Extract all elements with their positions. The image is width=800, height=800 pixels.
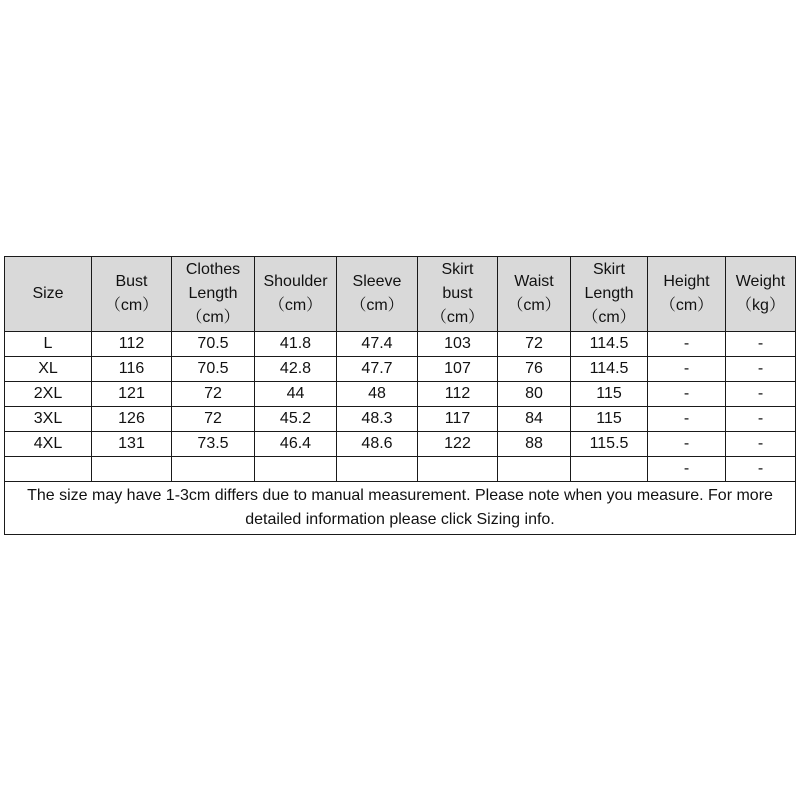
value-cell: 131 bbox=[92, 432, 172, 457]
value-cell: 112 bbox=[92, 332, 172, 357]
column-header-line: （cm） bbox=[350, 297, 404, 314]
value-cell: 48.6 bbox=[337, 432, 418, 457]
value-cell bbox=[255, 457, 337, 482]
column-header-line: Weight bbox=[735, 273, 786, 290]
value-cell: - bbox=[726, 407, 796, 432]
value-cell: - bbox=[648, 432, 726, 457]
size-cell: 3XL bbox=[5, 407, 92, 432]
column-header bbox=[726, 257, 796, 332]
value-cell: 73.5 bbox=[172, 432, 255, 457]
value-cell: 122 bbox=[418, 432, 498, 457]
column-header-line: Skirt bbox=[593, 261, 625, 278]
value-cell bbox=[418, 457, 498, 482]
value-cell: 88 bbox=[498, 432, 571, 457]
value-cell: 112 bbox=[418, 382, 498, 407]
value-cell: 80 bbox=[498, 382, 571, 407]
table-row bbox=[5, 332, 796, 357]
value-cell: 107 bbox=[418, 357, 498, 382]
column-header-line: （kg） bbox=[736, 297, 785, 314]
value-cell: 72 bbox=[498, 332, 571, 357]
size-cell: L bbox=[5, 332, 92, 357]
value-cell: 70.5 bbox=[172, 332, 255, 357]
value-cell: 46.4 bbox=[255, 432, 337, 457]
size-chart-table bbox=[4, 256, 796, 535]
header-row bbox=[5, 257, 796, 332]
value-cell: 116 bbox=[92, 357, 172, 382]
size-cell: 4XL bbox=[5, 432, 92, 457]
column-header-line: （cm） bbox=[582, 309, 636, 326]
table-row bbox=[5, 357, 796, 382]
column-header-line: Clothes bbox=[185, 261, 241, 278]
value-cell: - bbox=[726, 457, 796, 482]
value-cell: 70.5 bbox=[172, 357, 255, 382]
size-cell: XL bbox=[5, 357, 92, 382]
value-cell: 72 bbox=[172, 382, 255, 407]
value-cell: 45.2 bbox=[255, 407, 337, 432]
value-cell: 126 bbox=[92, 407, 172, 432]
value-cell: - bbox=[648, 382, 726, 407]
value-cell: 114.5 bbox=[571, 332, 648, 357]
column-header bbox=[648, 257, 726, 332]
column-header-line: （cm） bbox=[507, 297, 561, 314]
column-header-line: Height bbox=[663, 273, 710, 290]
column-header-line: bust bbox=[442, 285, 473, 302]
value-cell: 48.3 bbox=[337, 407, 418, 432]
value-cell bbox=[92, 457, 172, 482]
column-header bbox=[571, 257, 648, 332]
value-cell bbox=[498, 457, 571, 482]
table-row bbox=[5, 407, 796, 432]
size-cell bbox=[5, 457, 92, 482]
column-header-line: （cm） bbox=[268, 297, 323, 314]
column-header-line: （cm） bbox=[659, 297, 714, 314]
value-cell: 76 bbox=[498, 357, 571, 382]
column-header-line: Sleeve bbox=[352, 273, 402, 290]
table-row bbox=[5, 432, 796, 457]
value-cell: 115.5 bbox=[571, 432, 648, 457]
table-row bbox=[5, 382, 796, 407]
column-header bbox=[498, 257, 571, 332]
value-cell: - bbox=[726, 332, 796, 357]
value-cell: 41.8 bbox=[255, 332, 337, 357]
value-cell: 117 bbox=[418, 407, 498, 432]
column-header-line: Length bbox=[188, 285, 238, 302]
size-cell: 2XL bbox=[5, 382, 92, 407]
value-cell: 42.8 bbox=[255, 357, 337, 382]
column-header-line: （cm） bbox=[186, 309, 240, 326]
value-cell: 121 bbox=[92, 382, 172, 407]
note-row bbox=[5, 482, 796, 535]
column-header bbox=[337, 257, 418, 332]
value-cell: - bbox=[726, 382, 796, 407]
column-header-line: Length bbox=[584, 285, 634, 302]
column-header-line: （cm） bbox=[430, 309, 485, 326]
value-cell: - bbox=[726, 357, 796, 382]
value-cell: - bbox=[648, 407, 726, 432]
table-row bbox=[5, 457, 796, 482]
column-header-line: Size bbox=[32, 285, 64, 302]
value-cell bbox=[571, 457, 648, 482]
measurement-note: The size may have 1-3cm differs due to manual measurement. Please note when you measure. For more detailed information please click Sizing info. bbox=[5, 482, 796, 535]
value-cell: - bbox=[648, 357, 726, 382]
value-cell bbox=[172, 457, 255, 482]
value-cell: 115 bbox=[571, 382, 648, 407]
column-header-line: （cm） bbox=[104, 297, 159, 314]
column-header bbox=[172, 257, 255, 332]
column-header-line: Skirt bbox=[441, 261, 474, 278]
value-cell bbox=[337, 457, 418, 482]
value-cell: 114.5 bbox=[571, 357, 648, 382]
value-cell: 115 bbox=[571, 407, 648, 432]
table-body bbox=[5, 332, 796, 535]
value-cell: - bbox=[648, 457, 726, 482]
value-cell: 84 bbox=[498, 407, 571, 432]
value-cell: - bbox=[726, 432, 796, 457]
column-header-line: Bust bbox=[115, 273, 148, 290]
value-cell: 103 bbox=[418, 332, 498, 357]
column-header bbox=[255, 257, 337, 332]
column-header bbox=[5, 257, 92, 332]
value-cell: 48 bbox=[337, 382, 418, 407]
column-header bbox=[92, 257, 172, 332]
value-cell: 44 bbox=[255, 382, 337, 407]
value-cell: 47.7 bbox=[337, 357, 418, 382]
column-header-line: Waist bbox=[514, 273, 554, 290]
value-cell: - bbox=[648, 332, 726, 357]
column-header-line: Shoulder bbox=[263, 273, 328, 290]
column-header bbox=[418, 257, 498, 332]
value-cell: 47.4 bbox=[337, 332, 418, 357]
value-cell: 72 bbox=[172, 407, 255, 432]
